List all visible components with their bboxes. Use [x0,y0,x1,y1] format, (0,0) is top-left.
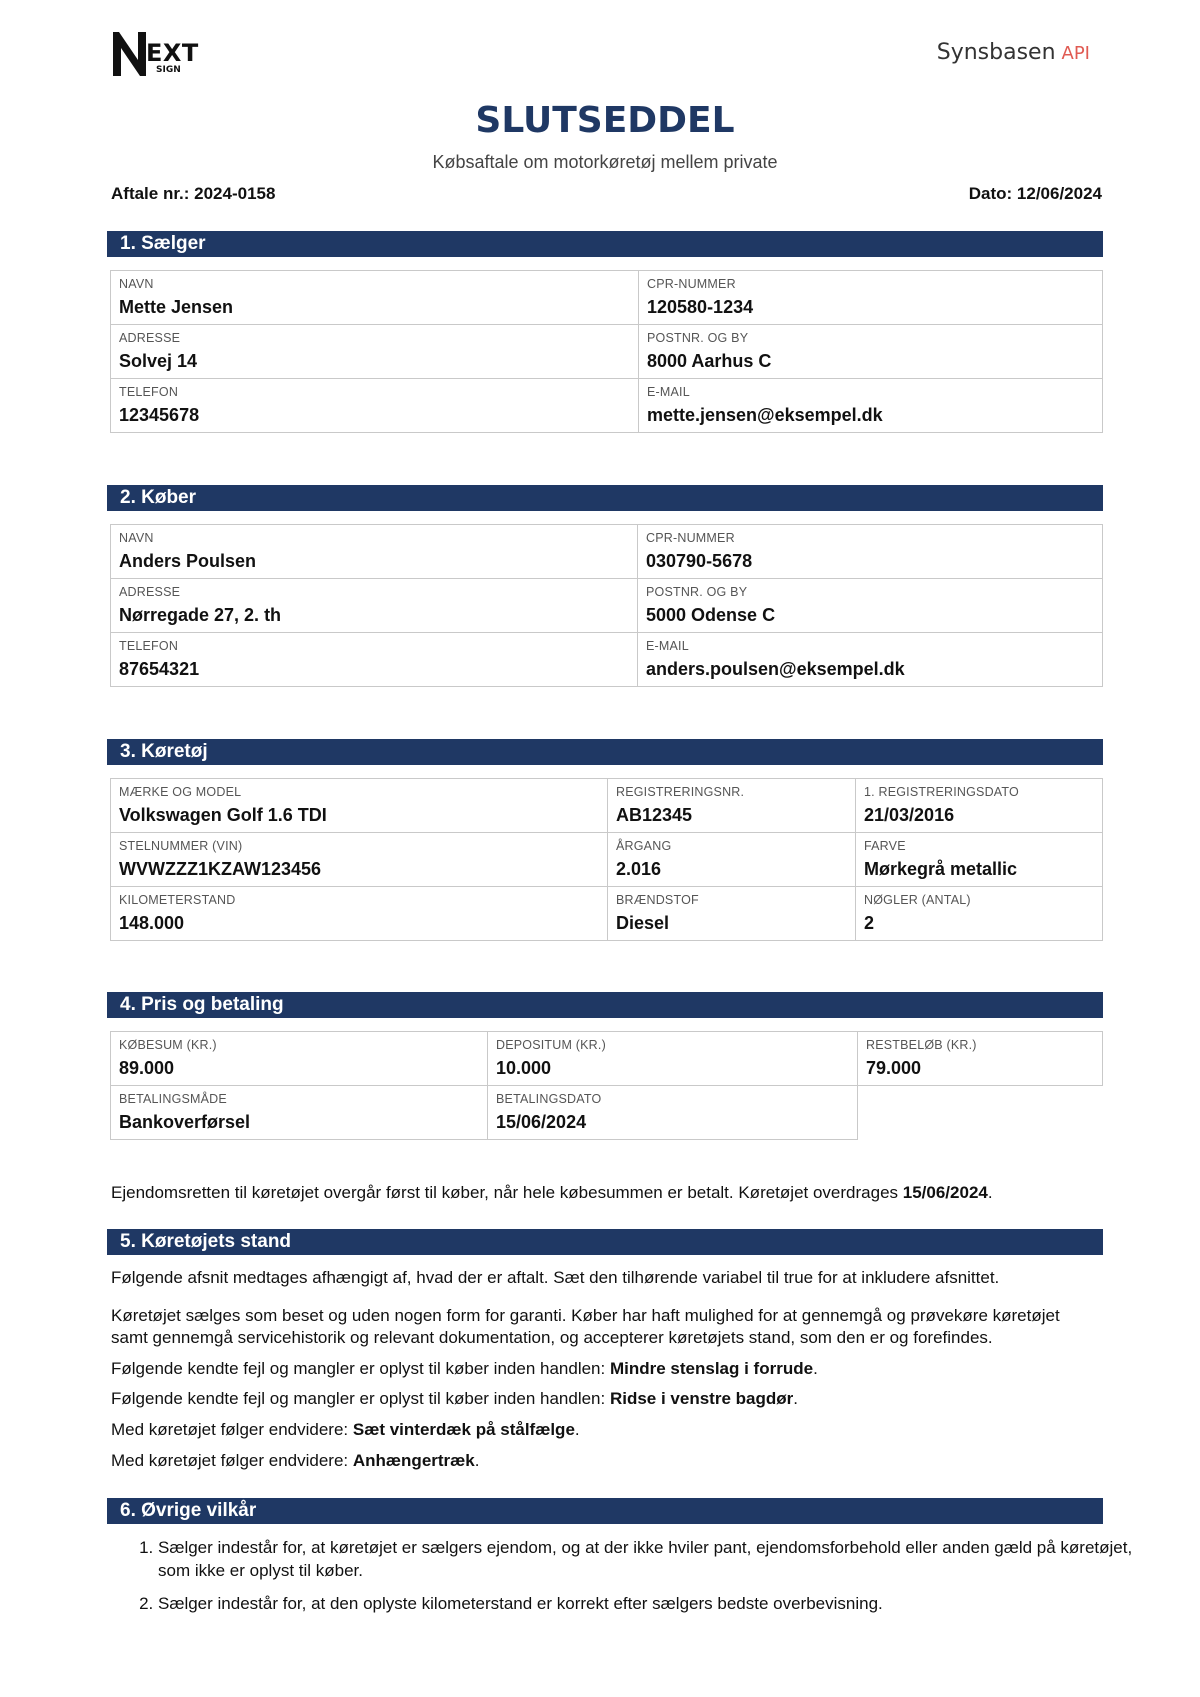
agreement-number-value: 2024-0158 [194,184,276,203]
vehicle-mileage: 148.000 [119,913,185,933]
document-subtitle: Købsaftale om motorkøretøj mellem private [432,152,778,172]
field-label: BETALINGSDATO [496,1092,602,1106]
table-row [111,1086,1103,1140]
seller-name: Mette Jensen [119,297,234,317]
agreement-number [111,184,275,204]
nextsign-logo [110,30,220,80]
field-label: MÆRKE OG MODEL [119,785,242,799]
synsbasen-brand [937,40,1090,65]
defects-prefix: Følgende kendte fejl og mangler er oplyst til køber inden handlen: [111,1359,606,1378]
field-label: ADRESSE [119,331,181,345]
extras-prefix: Med køretøjet følger endvidere: [111,1451,349,1470]
condition-extra-line: Med køretøjet følger endvidere: Sæt vinterdæk på stålfælge. [111,1420,580,1439]
field-cell [638,525,1103,579]
seller-email: mette.jensen@eksempel.dk [647,405,883,425]
buyer-phone: 87654321 [119,659,200,679]
field-label: DEPOSITUM (KR.) [496,1038,606,1052]
table-row [111,833,1103,887]
field-cell [608,779,856,833]
defect-item: Ridse i venstre bagdør [609,1389,794,1408]
condition-extra-line: Med køretøjet følger endvidere: Anhængertræk. [111,1451,480,1470]
field-cell [856,833,1103,887]
field-cell [638,633,1103,687]
extra-item: Sæt vinterdæk på stålfælge [352,1420,575,1439]
field-cell [608,887,856,941]
table-row [111,1032,1103,1086]
seller-address: Solvej 14 [119,351,198,371]
field-cell [639,271,1103,325]
buyer-table [110,524,1103,687]
field-label: POSTNR. OG BY [646,585,748,599]
extra-item: Anhængertræk [352,1451,475,1470]
seller-cpr: 120580-1234 [647,297,754,317]
buyer-name: Anders Poulsen [119,551,257,571]
vehicle-table [110,778,1103,941]
vehicle-keys: 2 [864,913,875,933]
field-cell [111,379,639,433]
field-cell [488,1032,858,1086]
table-row [111,633,1103,687]
section-heading-condition: 5. Køretøjets stand [107,1229,1103,1255]
ownership-text: Ejendomsretten til køretøjet overgår først til køber, når hele købesummen er betalt. Køretøjet overdrages [111,1183,899,1202]
field-label: POSTNR. OG BY [647,331,749,345]
buyer-email: anders.poulsen@eksempel.dk [646,659,905,679]
field-cell [488,1086,858,1140]
buyer-zip: 5000 Odense C [646,605,776,625]
field-label: STELNUMMER (VIN) [119,839,243,853]
field-cell [111,579,638,633]
vehicle-first-registration: 21/03/2016 [864,805,955,825]
field-cell [858,1032,1103,1086]
empty-cell [858,1086,1103,1140]
section-heading-terms: 6. Øvrige vilkår [107,1498,1103,1524]
field-label: E-MAIL [646,639,689,653]
field-label: BRÆNDSTOF [616,893,699,907]
seller-zip: 8000 Aarhus C [647,351,772,371]
field-cell [111,779,608,833]
payment-date: 15/06/2024 [496,1112,587,1132]
condition-intro: Følgende afsnit medtages afhængigt af, hvad der er aftalt. Sæt den tilhørende variabel til true for at inkludere afsnittet. [111,1268,1000,1287]
vehicle-color: Mørkegrå metallic [864,859,1018,879]
field-cell [639,325,1103,379]
field-label: 1. REGISTRERINGSDATO [864,785,1019,799]
list-item: 2. Sælger indestår for, at den oplyste kilometerstand er korrekt efter sælgers bedste overbevisning. [158,1592,1148,1615]
field-label: KØBESUM (KR.) [119,1038,217,1052]
list-item: 1. Sælger indestår for, at køretøjet er sælgers ejendom, og at der ikke hviler pant, ejendomsforbehold eller anden gæld på køretøjet, som ikke er oplyst til køber. [158,1536,1148,1582]
defects-prefix: Følgende kendte fejl og mangler er oplyst til køber inden handlen: [111,1389,606,1408]
field-label: CPR-NUMMER [646,531,735,545]
field-label: NØGLER (ANTAL) [864,893,971,907]
field-label: NAVN [119,277,154,291]
logo-n-mark-icon [110,30,150,78]
field-cell [111,633,638,687]
field-label: CPR-NUMMER [647,277,736,291]
handover-date: 15/06/2024 [902,1183,988,1202]
field-label: TELEFON [119,385,179,399]
field-cell [111,887,608,941]
logo-subtext: SIGN [156,65,181,75]
table-row [111,579,1103,633]
payment-table [110,1031,1103,1140]
field-label: NAVN [119,531,154,545]
field-cell [638,579,1103,633]
defect-item: Mindre stenslag i forrude [609,1359,814,1378]
field-cell [639,379,1103,433]
table-row [111,379,1103,433]
terms-list [111,1536,1148,1625]
condition-as-is: Køretøjet sælges som beset og uden nogen form for garanti. Køber har haft mulighed for at gennemgå og prøvekøre køretøjet samt gennemgå servicehistorik og relevant dokumentation, og accepterer køretøjets stand, som den er og forefindes. [111,1306,1060,1347]
field-cell [111,1086,488,1140]
vehicle-fuel: Diesel [616,913,670,933]
date-label: Dato: [968,184,1013,203]
field-cell [111,1032,488,1086]
logo-text: EXT [146,39,199,67]
field-label: TELEFON [119,639,179,653]
field-cell [608,833,856,887]
payment-deposit: 10.000 [496,1058,552,1078]
buyer-cpr: 030790-5678 [646,551,753,571]
field-label: BETALINGSMÅDE [119,1092,227,1106]
field-label: FARVE [864,839,906,853]
vehicle-make-model: Volkswagen Golf 1.6 TDI [119,805,327,825]
field-cell [111,271,639,325]
section-heading-vehicle: 3. Køretøj [107,739,1103,765]
buyer-address: Nørregade 27, 2. th [119,605,282,625]
vehicle-registration: AB12345 [616,805,693,825]
section-heading-payment: 4. Pris og betaling [107,992,1103,1018]
section-heading-buyer: 2. Køber [107,485,1103,511]
date-value: 12/06/2024 [1016,184,1102,203]
ownership-paragraph: Ejendomsretten til køretøjet overgår først til køber, når hele købesummen er betalt. Køretøjet overdrages 15/06/2024. [111,1183,993,1202]
payment-method: Bankoverførsel [119,1112,251,1132]
table-row [111,325,1103,379]
field-label: KILOMETERSTAND [119,893,236,907]
vehicle-year: 2.016 [616,859,662,879]
field-cell [856,779,1103,833]
seller-phone: 12345678 [119,405,200,425]
field-label: E-MAIL [647,385,690,399]
field-label: ADRESSE [119,585,181,599]
field-label: ÅRGANG [616,839,672,853]
payment-price: 89.000 [119,1058,175,1078]
table-row [111,271,1103,325]
seller-table [110,270,1103,433]
extras-prefix: Med køretøjet følger endvidere: [111,1420,349,1439]
field-label: RESTBELØB (KR.) [866,1038,977,1052]
brand-suffix: API [1061,43,1090,64]
brand-name: Synsbasen [936,40,1056,65]
table-row [111,887,1103,941]
table-row [111,525,1103,579]
condition-defect-line: Følgende kendte fejl og mangler er oplyst til køber inden handlen: Ridse i venstre bagdør. [111,1389,798,1408]
document-date [969,184,1102,204]
agreement-number-label: Aftale nr.: [111,184,190,203]
payment-rest: 79.000 [866,1058,922,1078]
table-row [111,779,1103,833]
condition-defect-line: Følgende kendte fejl og mangler er oplyst til køber inden handlen: Mindre stenslag i forrude. [111,1359,818,1378]
field-cell [111,525,638,579]
field-label: REGISTRERINGSNR. [616,785,745,799]
field-cell [111,833,608,887]
field-cell [856,887,1103,941]
field-cell [111,325,639,379]
document-title: SLUTSEDDEL [475,100,735,141]
section-heading-seller: 1. Sælger [107,231,1103,257]
vehicle-vin: WVWZZZ1KZAW123456 [119,859,322,879]
